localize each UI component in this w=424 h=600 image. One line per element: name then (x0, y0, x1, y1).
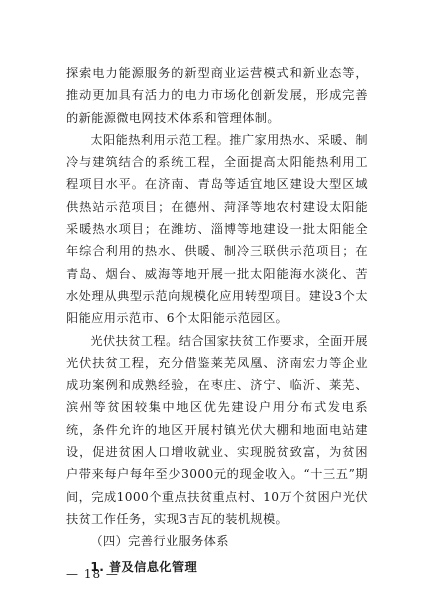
section-heading: （四）完善行业服务体系 (90, 534, 229, 549)
paragraph-solar-thermal: 太阳能热利用示范工程。推广家用热水、采暖、制冷与建筑结合的系统工程，全面提高太阳能热利用工程项目水平。在济南、青岛等适宜地区建设大型区域供热站示范项目；在德州、菏泽等地农村建设太阳能采暖热水项目；在潍坊、淄博等地建设一批太阳能全年综合利用的热水、供暖、制冷三联供示范项目；在青岛、烟台、威海等地开展一批太阳能海水淡化、苦水处理从典型示范向规模化应用转型项目。建设3个太阳能应用示范市、6个太阳能示范园区。 (66, 132, 368, 326)
paragraph-pv-poverty: 光伏扶贫工程。结合国家扶贫工作要求，全面开展光伏扶贫工程，充分借鉴莱芜凤凰、济南宏力等企业成功案例和成熟经验，在枣庄、济宁、临沂、莱芜、滨州等贫困较集中地区优先建设户用分布式发电系统，条件允许的地区开展村镇光伏大棚和地面电站建设，促进贫困人口增收就业、实现脱贫致富，为贫困户带来每户每年至少3000元的现金收入。“十三五”期间，完成1000个重点扶贫重点村、10万个贫困户光伏扶贫工作任务，实现3吉瓦的装机规模。 (66, 333, 368, 526)
page-number: — 18 — (66, 567, 119, 581)
paragraph-continuation: 探索电力能源服务的新型商业运营模式和新业态等，推动更加具有活力的电力市场化创新发展，形成完善的新能源微电网技术体系和管理体制。 (66, 66, 368, 125)
subsection-heading: 1. 普及信息化管理 (90, 559, 198, 574)
